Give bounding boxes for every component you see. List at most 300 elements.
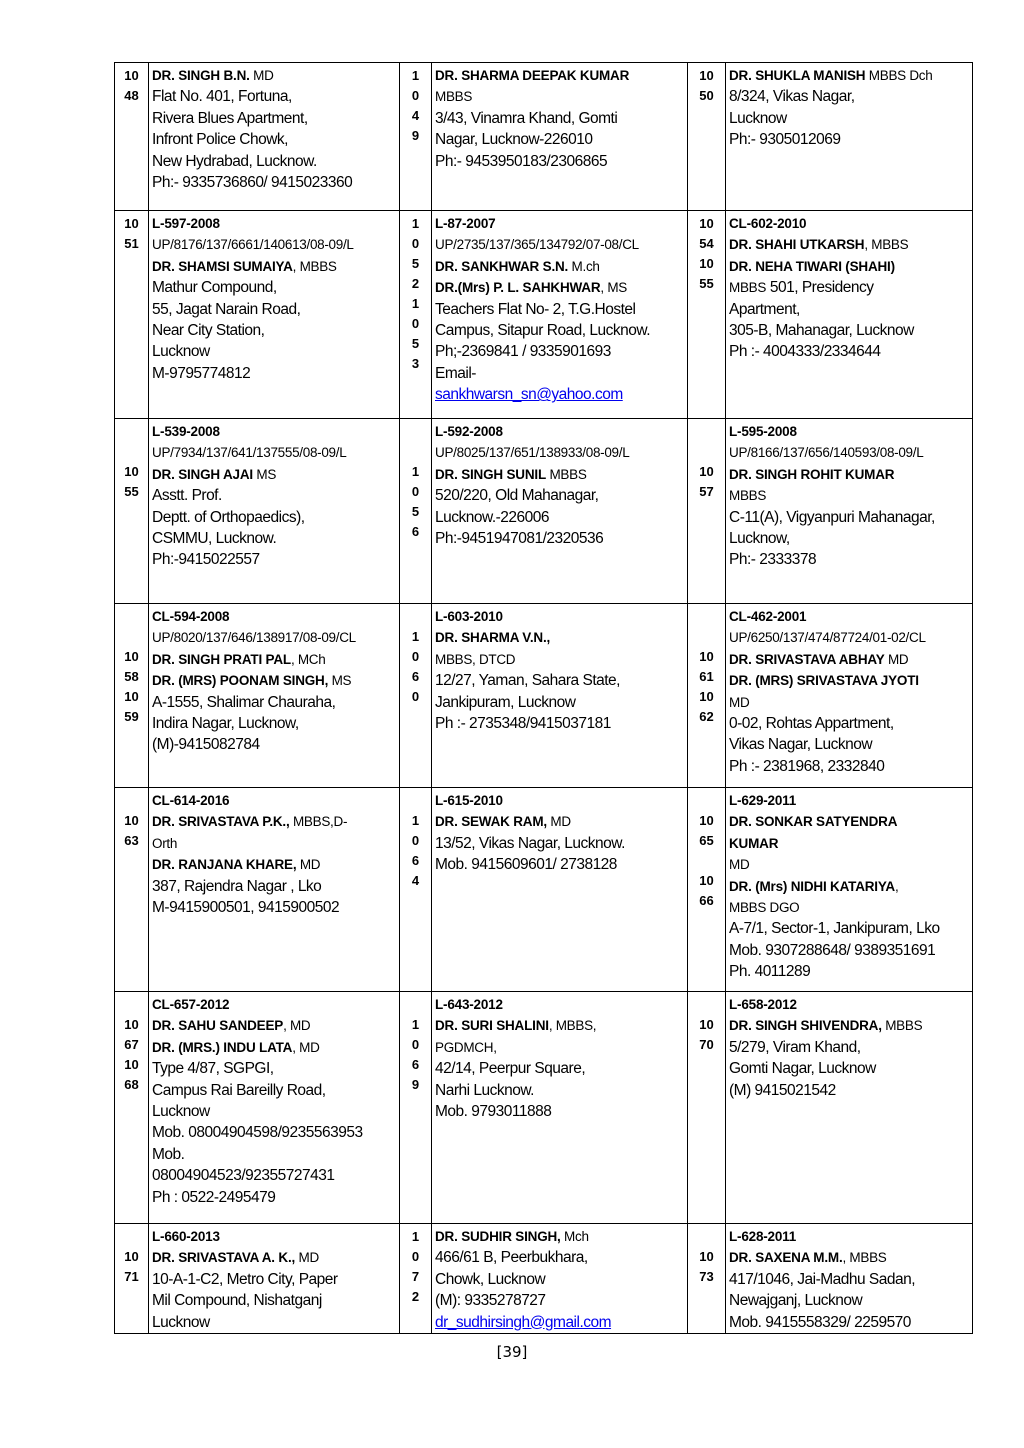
entry-line xyxy=(152,1101,396,1122)
serial-number xyxy=(115,419,149,604)
entry-text: Mob. 9415558329/ 2259570 xyxy=(729,1313,911,1331)
serial-digit: 55 xyxy=(124,484,139,499)
entry-text: 387, Rajendra Nagar , Lko xyxy=(152,877,322,895)
entry-text: 5/279, Viram Khand, xyxy=(729,1038,861,1056)
entry-text: Ph:-9415022557 xyxy=(152,551,260,569)
directory-entry xyxy=(149,604,400,788)
directory-entry xyxy=(432,992,688,1224)
entry-line xyxy=(729,1247,969,1268)
serial-digit xyxy=(400,442,431,462)
serial-digit xyxy=(688,851,725,871)
doctor-name: L-597-2008 xyxy=(152,216,220,231)
entry-text: 10-A-1-C2, Metro City, Paper xyxy=(152,1270,338,1288)
serial-number xyxy=(115,788,149,992)
doctor-name: DR. SURI SHALINI xyxy=(435,1018,549,1034)
entry-line xyxy=(152,320,396,341)
entry-line xyxy=(435,277,684,298)
entry-text: Ph:- 2333378 xyxy=(729,551,817,569)
serial-number xyxy=(115,63,149,211)
entry-line xyxy=(152,994,396,1015)
entry-line xyxy=(152,1290,396,1311)
serial-digit xyxy=(115,442,148,462)
serial-digit: 6 xyxy=(411,524,420,539)
serial-number xyxy=(688,788,726,992)
entry-line xyxy=(152,897,396,918)
entry-line xyxy=(152,606,396,627)
entry-text: Lucknow xyxy=(729,109,787,127)
entry-line xyxy=(435,363,684,384)
entry-line xyxy=(152,129,396,150)
entry-line xyxy=(152,713,396,734)
doctor-name: CL-657-2012 xyxy=(152,997,230,1012)
qualification: MBBS DGO xyxy=(729,900,800,916)
entry-text: Ph : 0522-2495479 xyxy=(152,1188,276,1206)
doctor-name: DR. SRIVASTAVA ABHAY xyxy=(729,651,885,667)
entry-line xyxy=(729,734,969,755)
serial-digit: 0 xyxy=(411,316,420,331)
serial-digit: 0 xyxy=(411,1037,420,1052)
email-link[interactable]: dr_sudhirsingh@gmail.com xyxy=(435,1313,612,1331)
entry-line xyxy=(729,442,969,463)
serial-digit: 65 xyxy=(699,833,714,848)
doctor-name: DR. NEHA TIWARI (SHAHI) xyxy=(729,258,895,274)
directory-entry xyxy=(726,992,973,1224)
entry-line xyxy=(435,833,684,854)
entry-line xyxy=(729,1080,969,1101)
doctor-name: L-539-2008 xyxy=(152,424,220,439)
entry-line xyxy=(152,833,396,854)
qualification: MBBS xyxy=(435,89,473,105)
doctor-name: DR. SRIVASTAVA A. K., xyxy=(152,1250,296,1266)
entry-line xyxy=(729,627,969,648)
entry-line xyxy=(435,528,684,549)
serial-digit: 10 xyxy=(124,68,139,83)
entry-text: Lucknow xyxy=(152,343,210,361)
entry-text: Mob. 9793011888 xyxy=(435,1103,552,1121)
serial-number xyxy=(400,1224,432,1334)
entry-text: Mob. xyxy=(152,1145,185,1163)
qualification: MBBS xyxy=(546,466,587,482)
entry-line xyxy=(729,485,969,506)
entry-line xyxy=(729,277,969,298)
entry-line xyxy=(435,464,684,485)
email-link[interactable]: sankhwarsn_sn@yahoo.com xyxy=(435,386,623,404)
entry-line xyxy=(435,627,684,648)
doctor-name: DR. SONKAR SATYENDRA xyxy=(729,814,898,830)
entry-text: Lucknow xyxy=(152,1313,210,1331)
entry-line xyxy=(152,277,396,298)
doctor-name: L-592-2008 xyxy=(435,424,503,439)
doctor-name: DR. SANKHWAR S.N. xyxy=(435,258,569,274)
serial-digit: 0 xyxy=(411,649,420,664)
doctor-name: DR.(Mrs) P. L. SAHKHWAR xyxy=(435,280,601,296)
doctor-name: DR. (MRS) POONAM SINGH, xyxy=(152,673,329,689)
serial-digit: 10 xyxy=(699,68,714,83)
qualification: , MBBS xyxy=(864,237,909,253)
entry-line xyxy=(152,256,396,277)
entry-line xyxy=(729,692,969,713)
qualification: MBBS Dch xyxy=(865,68,933,83)
serial-number xyxy=(688,604,726,788)
entry-line xyxy=(152,528,396,549)
serial-digit: 71 xyxy=(124,1269,139,1284)
serial-number xyxy=(688,1224,726,1334)
qualification: , MBBS, xyxy=(548,1018,597,1034)
entry-line xyxy=(729,213,969,234)
doctor-name: DR. SINGH AJAI xyxy=(152,466,253,482)
entry-line xyxy=(729,854,969,875)
directory-entry xyxy=(432,419,688,604)
serial-digit: 73 xyxy=(699,1269,714,1284)
qualification: MD xyxy=(249,68,274,83)
directory-row xyxy=(115,992,973,1224)
doctor-name: L-87-2007 xyxy=(435,216,496,231)
entry-line xyxy=(435,421,684,442)
serial-digit: 66 xyxy=(699,893,714,908)
doctor-name: DR. SINGH SHIVENDRA, xyxy=(729,1018,882,1034)
serial-digit: 10 xyxy=(699,464,714,479)
entry-line xyxy=(729,606,969,627)
serial-digit xyxy=(688,422,725,442)
qualification: UP/8020/137/646/138917/08-09/CL xyxy=(152,630,356,646)
entry-line xyxy=(152,811,396,832)
entry-text: Ph:-9451947081/2320536 xyxy=(435,530,604,548)
serial-digit xyxy=(688,791,725,811)
doctor-name: DR. (Mrs) NIDHI KATARIYA xyxy=(729,878,895,894)
serial-digit: 10 xyxy=(124,464,139,479)
entry-text: Ph :- 4004333/2334644 xyxy=(729,343,881,361)
serial-digit: 62 xyxy=(699,709,714,724)
entry-line xyxy=(152,1144,396,1165)
entry-text: Apartment, xyxy=(729,300,800,318)
entry-text: Near City Station, xyxy=(152,322,265,340)
entry-text: Gomti Nagar, Lucknow xyxy=(729,1060,876,1078)
serial-digit xyxy=(688,627,725,647)
serial-digit: 10 xyxy=(699,873,714,888)
qualification: MBBS,D- xyxy=(289,814,348,830)
directory-entry xyxy=(149,788,400,992)
doctor-name: L-629-2011 xyxy=(729,793,797,808)
page-number: [39] xyxy=(496,1343,528,1361)
entry-text: 0-02, Rohtas Appartment, xyxy=(729,715,894,733)
entry-text: Infront Police Chowk, xyxy=(152,131,288,149)
serial-digit: 54 xyxy=(699,236,714,251)
entry-line xyxy=(729,833,969,854)
entry-text: 42/14, Peerpur Square, xyxy=(435,1060,586,1078)
entry-line xyxy=(729,129,969,150)
entry-line xyxy=(435,606,684,627)
serial-digit xyxy=(115,791,148,811)
entry-line xyxy=(729,86,969,107)
qualification: , MS xyxy=(600,280,627,296)
entry-line xyxy=(729,421,969,442)
entry-text: 305-B, Mahanagar, Lucknow xyxy=(729,322,914,340)
entry-line xyxy=(435,790,684,811)
entry-text: Ph;-2369841 / 9335901693 xyxy=(435,343,611,361)
doctor-name: DR. SHAMSI SUMAIYA xyxy=(152,258,293,274)
serial-number xyxy=(688,63,726,211)
entry-text: A-7/1, Sector-1, Jankipuram, Lko xyxy=(729,920,940,938)
serial-digit xyxy=(688,442,725,462)
entry-text: Ph:- 9305012069 xyxy=(729,131,841,149)
entry-line xyxy=(729,756,969,777)
doctor-name: DR. SEWAK RAM, xyxy=(435,814,547,830)
qualification: UP/8176/137/6661/140613/08-09/L xyxy=(152,237,354,253)
entry-line xyxy=(152,1080,396,1101)
entry-text: Mathur Compound, xyxy=(152,279,277,297)
qualification: MD xyxy=(546,814,571,830)
entry-line xyxy=(435,1290,684,1311)
entry-line xyxy=(152,234,396,255)
doctor-name: DR. SHARMA V.N., xyxy=(435,630,551,646)
serial-digit: 10 xyxy=(699,256,714,271)
directory-row xyxy=(115,419,973,604)
entry-line xyxy=(729,918,969,939)
entry-text: Lucknow.-226006 xyxy=(435,508,550,526)
entry-text: Campus, Sitapur Road, Lucknow. xyxy=(435,322,651,340)
qualification: MBBS xyxy=(881,1018,923,1034)
doctor-name: DR. SINGH SUNIL xyxy=(435,466,547,482)
entry-text: CSMMU, Lucknow. xyxy=(152,530,277,548)
directory-entry xyxy=(726,211,973,419)
directory-table xyxy=(114,62,973,1334)
serial-digit: 10 xyxy=(699,216,714,231)
entry-text: Type 4/87, SGPGI, xyxy=(152,1060,274,1078)
serial-digit xyxy=(400,995,431,1015)
serial-digit: 10 xyxy=(699,1249,714,1264)
serial-number xyxy=(400,419,432,604)
entry-line xyxy=(152,692,396,713)
entry-line xyxy=(435,1312,684,1333)
entry-line xyxy=(729,811,969,832)
entry-line xyxy=(435,108,684,129)
entry-text: Indira Nagar, Lucknow, xyxy=(152,715,299,733)
doctor-name: DR. SINGH B.N. xyxy=(152,68,250,83)
serial-digit: 6 xyxy=(411,1057,420,1072)
entry-line xyxy=(729,876,969,897)
serial-digit xyxy=(688,1227,725,1247)
entry-line xyxy=(435,65,684,86)
serial-number xyxy=(400,788,432,992)
serial-digit xyxy=(400,422,431,442)
entry-text: Ph. 4011289 xyxy=(729,963,811,981)
serial-digit: 4 xyxy=(411,108,420,123)
entry-text: 12/27, Yaman, Sahara State, xyxy=(435,672,620,690)
entry-line xyxy=(152,442,396,463)
serial-digit: 10 xyxy=(124,689,139,704)
entry-text: Newajganj, Lucknow xyxy=(729,1292,863,1310)
doctor-name: DR. SHAHI UTKARSH xyxy=(729,237,865,253)
serial-digit: 6 xyxy=(411,853,420,868)
serial-number xyxy=(115,1224,149,1334)
qualification: UP/6250/137/474/87724/01-02/CL xyxy=(729,630,926,646)
entry-line xyxy=(435,129,684,150)
entry-line xyxy=(729,1058,969,1079)
entry-text: 466/61 B, Peerbukhara, xyxy=(435,1249,588,1267)
directory-entry xyxy=(726,604,973,788)
entry-text: 501, Presidency xyxy=(766,279,874,297)
entry-line xyxy=(152,1122,396,1143)
serial-digit xyxy=(115,627,148,647)
entry-line xyxy=(435,670,684,691)
serial-digit xyxy=(115,995,148,1015)
entry-text: 3/43, Vinamra Khand, Gomti xyxy=(435,109,618,127)
doctor-name: L-643-2012 xyxy=(435,997,503,1012)
serial-digit: 5 xyxy=(411,336,420,351)
doctor-name: DR. SHUKLA MANISH xyxy=(729,68,866,83)
entry-line xyxy=(152,876,396,897)
qualification: , MBBS xyxy=(842,1250,887,1266)
doctor-name: L-660-2013 xyxy=(152,1229,220,1244)
serial-digit: 57 xyxy=(699,484,714,499)
entry-line xyxy=(729,1312,969,1333)
entry-text: Mob. 9307288648/ 9389351691 xyxy=(729,941,936,959)
entry-line xyxy=(435,86,684,107)
entry-line xyxy=(152,485,396,506)
serial-digit xyxy=(115,422,148,442)
doctor-name: DR. SAHU SANDEEP xyxy=(152,1018,284,1034)
serial-digit: 1 xyxy=(411,296,420,311)
serial-digit: 5 xyxy=(411,256,420,271)
entry-text: Email- xyxy=(435,364,476,382)
doctor-name: L-615-2010 xyxy=(435,793,503,808)
entry-line xyxy=(435,384,684,405)
doctor-name: DR. SUDHIR SINGH, xyxy=(435,1229,561,1244)
serial-digit: 58 xyxy=(124,669,139,684)
entry-line xyxy=(729,299,969,320)
serial-digit: 1 xyxy=(411,216,420,231)
serial-digit: 0 xyxy=(411,1249,420,1264)
entry-line xyxy=(729,1269,969,1290)
serial-number xyxy=(115,992,149,1224)
entry-line xyxy=(435,1101,684,1122)
entry-text: M-9415900501, 9415900502 xyxy=(152,899,340,917)
directory-entry xyxy=(726,788,973,992)
entry-line xyxy=(435,713,684,734)
entry-text: (M): 9335278727 xyxy=(435,1292,546,1310)
entry-text: Ph :- 2735348/9415037181 xyxy=(435,715,611,733)
entry-line xyxy=(152,854,396,875)
entry-text: Mil Compound, Nishatganj xyxy=(152,1292,322,1310)
serial-number xyxy=(115,604,149,788)
entry-line xyxy=(729,549,969,570)
entry-text: Lucknow xyxy=(152,1103,210,1121)
entry-line xyxy=(152,172,396,193)
serial-digit: 7 xyxy=(411,1269,420,1284)
entry-line xyxy=(729,65,969,86)
entry-line xyxy=(435,811,684,832)
directory-entry xyxy=(149,419,400,604)
doctor-name: CL-594-2008 xyxy=(152,609,230,624)
entry-line xyxy=(729,713,969,734)
doctor-name: DR. SINGH ROHIT KUMAR xyxy=(729,466,895,482)
qualification: , MCh xyxy=(290,651,326,667)
directory-entry xyxy=(432,211,688,419)
doctor-name: DR. SHARMA DEEPAK KUMAR xyxy=(435,68,630,83)
serial-digit: 6 xyxy=(411,669,420,684)
serial-digit: 4 xyxy=(411,873,420,888)
entry-text: Asstt. Prof. xyxy=(152,487,222,505)
serial-digit: 9 xyxy=(411,128,420,143)
serial-digit: 51 xyxy=(124,236,139,251)
qualification: MD xyxy=(729,857,750,873)
directory-entry xyxy=(149,1224,400,1334)
entry-line xyxy=(435,1015,684,1036)
entry-line xyxy=(729,1290,969,1311)
entry-text: Vikas Nagar, Lucknow xyxy=(729,736,873,754)
entry-line xyxy=(152,1226,396,1247)
entry-line xyxy=(435,299,684,320)
entry-line xyxy=(152,86,396,107)
entry-line xyxy=(729,897,969,918)
entry-line xyxy=(729,961,969,982)
entry-text: Ph :- 2381968, 2332840 xyxy=(729,757,885,775)
entry-line xyxy=(435,1080,684,1101)
serial-digit: 10 xyxy=(699,813,714,828)
entry-line xyxy=(152,464,396,485)
entry-line xyxy=(152,734,396,755)
serial-digit: 63 xyxy=(124,833,139,848)
entry-line xyxy=(152,151,396,172)
serial-digit: 68 xyxy=(124,1077,139,1092)
entry-line xyxy=(152,1312,396,1333)
entry-line xyxy=(152,299,396,320)
entry-line xyxy=(435,1037,684,1058)
serial-digit: 10 xyxy=(124,649,139,664)
entry-line xyxy=(729,670,969,691)
entry-line xyxy=(729,108,969,129)
doctor-name: CL-602-2010 xyxy=(729,216,807,231)
serial-digit: 10 xyxy=(699,1017,714,1032)
entry-text: 08004904523/92355727431 xyxy=(152,1167,335,1185)
doctor-name: DR. RANJANA KHARE, xyxy=(152,857,297,873)
serial-digit: 0 xyxy=(411,484,420,499)
entry-text: Flat No. 401, Fortuna, xyxy=(152,88,292,106)
serial-digit: 55 xyxy=(699,276,714,291)
directory-entry xyxy=(149,63,400,211)
entry-text: (M) 9415021542 xyxy=(729,1081,836,1099)
serial-number xyxy=(688,992,726,1224)
qualification: Mch xyxy=(560,1229,589,1244)
doctor-name: CL-462-2001 xyxy=(729,609,807,624)
directory-entry xyxy=(149,211,400,419)
serial-digit xyxy=(115,1227,148,1247)
entry-line xyxy=(435,151,684,172)
qualification: , MBBS xyxy=(292,258,337,274)
entry-line xyxy=(152,1165,396,1186)
directory-entry xyxy=(432,788,688,992)
qualification: M.ch xyxy=(568,258,600,274)
entry-line xyxy=(729,341,969,362)
qualification: , xyxy=(894,878,899,894)
entry-line xyxy=(152,1269,396,1290)
entry-line xyxy=(435,1269,684,1290)
serial-digit: 48 xyxy=(124,88,139,103)
directory-row xyxy=(115,211,973,419)
serial-digit: 10 xyxy=(699,689,714,704)
doctor-name: DR. (MRS.) INDU LATA xyxy=(152,1039,293,1055)
serial-number xyxy=(115,211,149,419)
entry-line xyxy=(435,854,684,875)
entry-line xyxy=(152,341,396,362)
entry-line xyxy=(435,1226,684,1247)
entry-text: Chowk, Lucknow xyxy=(435,1270,546,1288)
entry-line xyxy=(152,649,396,670)
doctor-name: DR. SRIVASTAVA P.K., xyxy=(152,814,290,830)
serial-digit xyxy=(688,995,725,1015)
directory-entry xyxy=(432,604,688,788)
entry-text: 417/1046, Jai-Madhu Sadan, xyxy=(729,1270,916,1288)
